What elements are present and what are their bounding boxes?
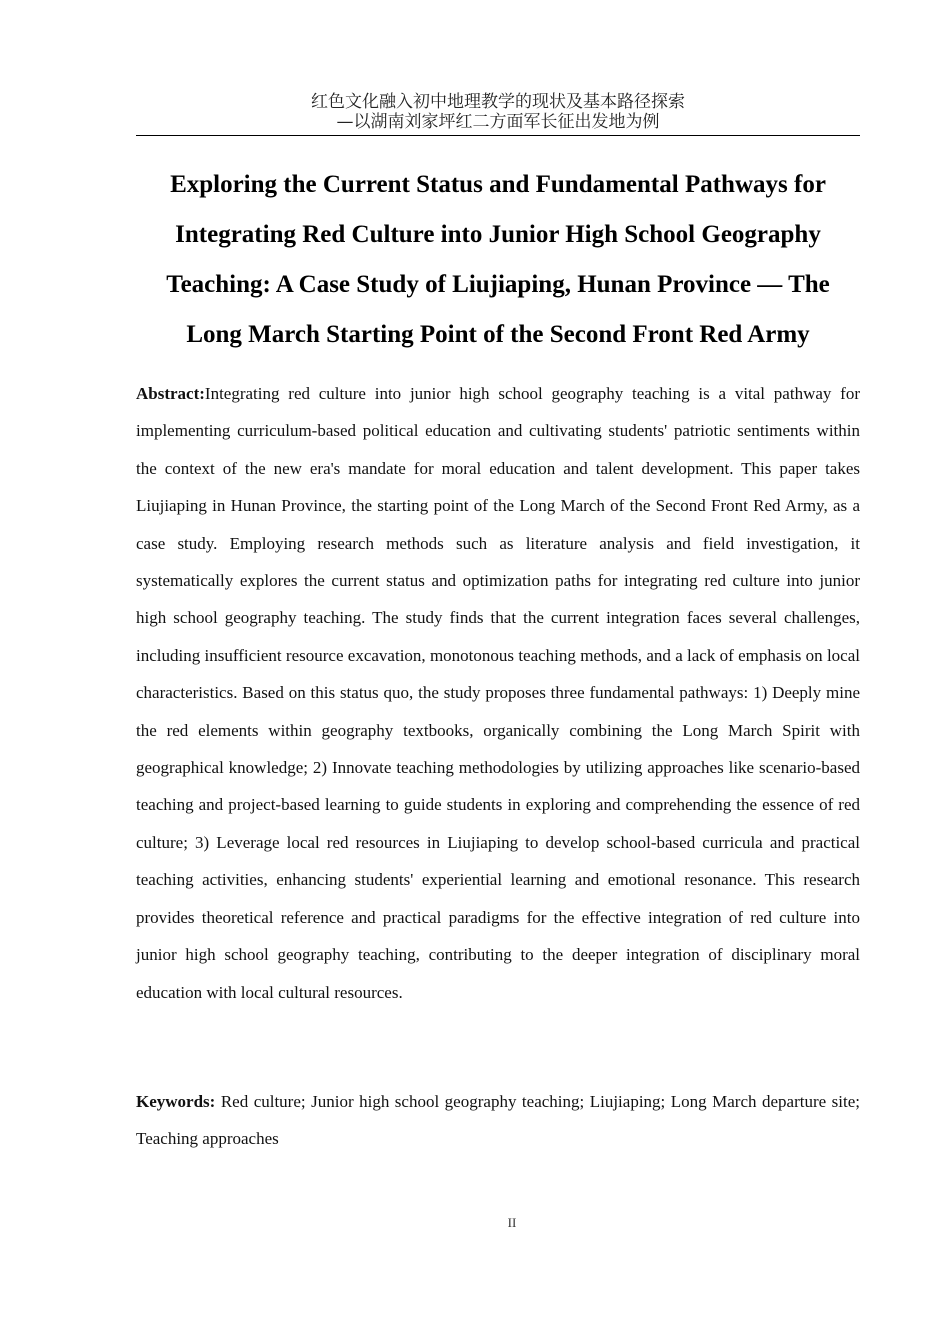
header-line-1: 红色文化融入初中地理教学的现状及基本路径探索 — [311, 92, 685, 112]
keywords-label: Keywords: — [136, 1092, 216, 1111]
header-line-2: —以湖南刘家坪红二方面军长征出发地为例 — [336, 112, 660, 132]
abstract-text: Integrating red culture into junior high school geography teaching is a vital pathway for implementing curriculum-based political education and cultivating students' patriotic sentiments within the context of the new era's mandate for moral education and talent development. This paper takes Liujiaping in Hunan Province, the starting point of the Long March of the Second Front Red Army, as a case study. Employing research methods such as literature analysis and field investigation, it systematically explores the current status and optimization paths for integrating red culture into junior high school geography teaching. The study finds that the current integration faces several challenges, including insufficient resource excavation, monotonous teaching methods, and a lack of emphasis on local characteristics. Based on this status quo, the study proposes three fundamental pathways: 1) Deeply mine the red elements within geography textbooks, organically combining the Long March Spirit with geographical knowledge; 2) Innovate teaching methodologies by utilizing approaches like scenario-based teaching and project-based learning to guide students in exploring and comprehending the essence of red culture; 3) Leverage local red resources in Liujiaping to develop school-based curricula and practical teaching activities, enhancing students' experiential learning and emotional resonance. This research provides theoretical reference and practical paradigms for the effective integration of red culture into junior high school geography teaching, contributing to the deeper integration of disciplinary moral education with local cultural resources. — [136, 384, 860, 1002]
running-header — [136, 92, 860, 132]
keywords-text: Red culture; Junior high school geography teaching; Liujiaping; Long March departure site; Teaching approaches — [136, 1092, 860, 1149]
page-number: II — [507, 1215, 517, 1230]
keywords-paragraph — [136, 1083, 860, 1158]
abstract-label: Abstract: — [136, 384, 205, 403]
abstract-paragraph — [136, 375, 860, 1011]
paper-title: Exploring the Current Status and Fundamental Pathways for Integrating Red Culture into Junior High School Geography Teaching: A Case Study of Liujiaping, Hunan Province — The Long March Starting Point of the Second Front Red Army — [166, 171, 830, 348]
header-rule — [136, 135, 860, 136]
